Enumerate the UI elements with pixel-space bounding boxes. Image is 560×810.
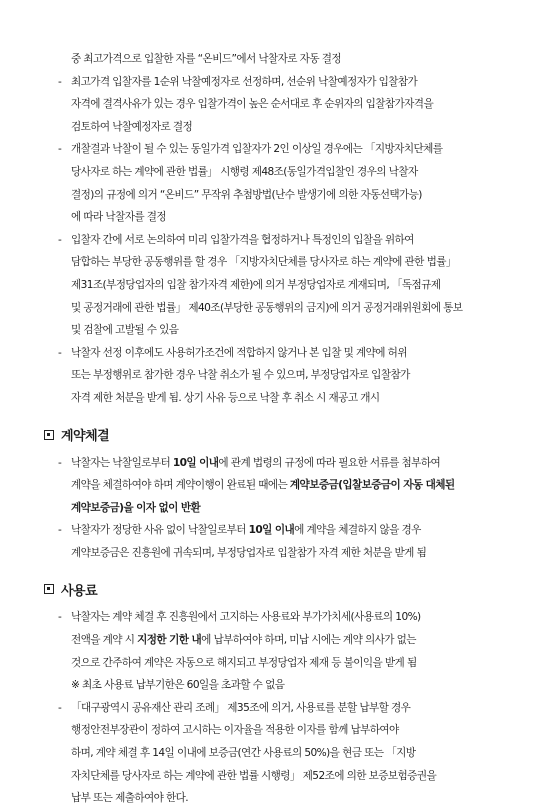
sec2-item-2: - 낙찰자가 정당한 사유 없이 낙찰일로부터 10일 이내에 계약을 체결하지 않을 경우 계약보증금은 진흥원에 귀속되며, 부정당업자로 입찰참가 자격 제한 처분을 받게 됨 xyxy=(58,519,516,564)
sec3-item-1: - 낙찰자는 계약 체결 후 진흥원에서 고지하는 사용료와 부가가치세(사용료의 10%) 전액을 계약 시 지정한 기한 내에 납부하여야 하며, 미납 시에는 계약 의사가 없는 것으로 간주하여 계약은 자동으로 해지되고 부정당업자 제재 등 불이익을 받게 됨 ※ 최초 사용료 납부기한은 60일을 초과할 수 없음 xyxy=(58,606,516,696)
text-line: 낙찰자가 정당한 사유 없이 낙찰일로부터 10일 이내에 계약을 체결하지 않을 경우 xyxy=(71,524,421,537)
sec1-item-2: - 개찰결과 낙찰이 될 수 있는 동일가격 입찰자가 2인 이상일 경우에는 「지방자치단체를 당사자로 하는 계약에 관한 법률」 시행령 제48조(동일가격입찰인 경우의 낙찰자 결정)의 규정에 의거 “온비드” 무작위 추첨방법(난수 발생기에 의한 자동선택가능) 에 따라 낙찰자를 결정 xyxy=(58,138,516,228)
text-line: 최고가격 입찰자를 1순위 낙찰예정자로 선정하며, 선순위 낙찰예정자가 입찰참가 xyxy=(71,75,418,88)
section-title: 사용료 xyxy=(61,583,98,599)
text-line: 및 검찰에 고발될 수 있음 xyxy=(71,324,179,337)
square-bullet-icon xyxy=(44,584,54,594)
text-line: 자격에 결격사유가 있는 경우 입찰가격이 높은 순서대로 후 순위자의 입찰참가자격을 xyxy=(71,98,434,111)
text-line: 「대구광역시 공유재산 관리 조례」 제35조에 의거, 사용료를 분할 납부할 경우 xyxy=(71,701,411,714)
text-line: 에 따라 낙찰자를 결정 xyxy=(71,211,167,224)
text-line: 자격 제한 처분을 받게 됨. 상기 사유 등으로 낙찰 후 취소 시 재공고 개시 xyxy=(71,391,380,404)
section-title: 계약체결 xyxy=(61,429,110,444)
text-line: 전액을 계약 시 지정한 기한 내에 납부하여야 하며, 미납 시에는 계약 의사가 없는 xyxy=(71,634,416,647)
text-line: 것으로 간주하여 계약은 자동으로 해지되고 부정당업자 제재 등 불이익을 받게 됨 xyxy=(71,656,417,669)
text-line: 계약보증금은 진흥원에 귀속되며, 부정당업자로 입찰참가 자격 제한 처분을 받게 됨 xyxy=(71,546,427,559)
text-line: 낙찰자는 계약 체결 후 진흥원에서 고지하는 사용료와 부가가치세(사용료의 10%) xyxy=(71,611,421,624)
sec1-lead: 중 최고가격으로 입찰한 자를 “온비드”에서 낙찰자로 자동 결정 xyxy=(71,53,341,65)
text-line: 납부 또는 제출하여야 한다. xyxy=(71,792,189,805)
text-line: 담합하는 부당한 공동행위를 할 경우 「지방자치단체를 당사자로 하는 계약에 관한 법률」 xyxy=(71,256,456,269)
text-line: 제31조(부정당업자의 입찰 참가자격 제한)에 의거 부정당업자로 게재되며, 「독점규제 xyxy=(71,278,441,291)
text-line: 계약보증금)을 이자 없이 반환 xyxy=(71,501,201,514)
text-line: 자치단체를 당사자로 하는 계약에 관한 법률 시행령」 제52조에 의한 보증보험증권을 xyxy=(71,769,437,782)
text-line: 검토하여 낙찰예정자로 결정 xyxy=(71,120,193,133)
section-heading-contract xyxy=(44,424,516,446)
text-line: 및 공정거래에 관한 법률」 제40조(부당한 공동행위의 금지)에 의거 공정거래위원회에 통보 xyxy=(71,301,463,314)
text-line: 입찰자 간에 서로 논의하여 미리 입찰가격을 협정하거나 특정인의 입찰을 위하여 xyxy=(71,233,414,246)
text-line: 행정안전부장관이 정하여 고시하는 이자율을 적용한 이자를 함께 납부하여야 xyxy=(71,724,399,737)
text-line: 계약을 체결하여야 하며 계약이행이 완료된 때에는 계약보증금(입찰보증금이 자동 대체된 xyxy=(71,479,455,492)
text-line: 낙찰자는 낙찰일로부터 10일 이내에 관계 법령의 규정에 따라 필요한 서류를 첨부하여 xyxy=(71,456,441,469)
sec1-item-3: - 입찰자 간에 서로 논의하여 미리 입찰가격을 협정하거나 특정인의 입찰을 위하여 담합하는 부당한 공동행위를 할 경우 「지방자치단체를 당사자로 하는 계약에 관한 법률」 제31조(부정당업자의 입찰 참가자격 제한)에 의거 부정당업자로 게재되며, 「독점규제 및 공정거래에 관한 법률」 제40조(부당한 공동행위의 금지)에 의거 공정거래위원회에 통보 및 검찰에 고발될 수 있음 xyxy=(58,229,516,342)
text-line: 당사자로 하는 계약에 관한 법률」 시행령 제48조(동일가격입찰인 경우의 낙찰자 xyxy=(71,165,418,178)
text-line: 또는 부정행위로 참가한 경우 낙찰 취소가 될 수 있으며, 부정당업자로 입찰참가 xyxy=(71,369,410,382)
text-line: 낙찰자 선정 이후에도 사용허가조건에 적합하지 않거나 본 입찰 및 계약에 허위 xyxy=(71,346,407,359)
sec3-item-2: - 「대구광역시 공유재산 관리 조례」 제35조에 의거, 사용료를 분할 납부할 경우 행정안전부장관이 정하여 고시하는 이자율을 적용한 이자를 함께 납부하여야 하며, 계약 체결 후 14일 이내에 보증금(연간 사용료의 50%)을 현금 또는 「지방 자치단체를 당사자로 하는 계약에 관한 법률 시행령」 제52조에 의한 보증보험증권을 납부 또는 제출하여야 한다. xyxy=(58,697,516,810)
square-bullet-icon xyxy=(44,430,54,440)
sec1-item-1: - 최고가격 입찰자를 1순위 낙찰예정자로 선정하며, 선순위 낙찰예정자가 입찰참가 자격에 결격사유가 있는 경우 입찰가격이 높은 순서대로 후 순위자의 입찰참가자격을 검토하여 낙찰예정자로 결정 xyxy=(58,71,516,139)
sec1-item-4: - 낙찰자 선정 이후에도 사용허가조건에 적합하지 않거나 본 입찰 및 계약에 허위 또는 부정행위로 참가한 경우 낙찰 취소가 될 수 있으며, 부정당업자로 입찰참가 자격 제한 처분을 받게 됨. 상기 사유 등으로 낙찰 후 취소 시 재공고 개시 xyxy=(58,342,516,410)
text-line: 결정)의 규정에 의거 “온비드” 무작위 추첨방법(난수 발생기에 의한 자동선택가능) xyxy=(71,188,422,201)
text-line: 하며, 계약 체결 후 14일 이내에 보증금(연간 사용료의 50%)을 현금 또는 「지방 xyxy=(71,747,416,760)
sec2-item-1: - 낙찰자는 낙찰일로부터 10일 이내에 관계 법령의 규정에 따라 필요한 서류를 첨부하여 계약을 체결하여야 하며 계약이행이 완료된 때에는 계약보증금(입찰보증금이 자동 대체된 계약보증금)을 이자 없이 반환 xyxy=(58,452,516,520)
text-line: 개찰결과 낙찰이 될 수 있는 동일가격 입찰자가 2인 이상일 경우에는 「지방자치단체를 xyxy=(71,143,443,156)
note-line: ※ 최초 사용료 납부기한은 60일을 초과할 수 없음 xyxy=(71,679,285,692)
section-heading-fee xyxy=(44,578,516,600)
